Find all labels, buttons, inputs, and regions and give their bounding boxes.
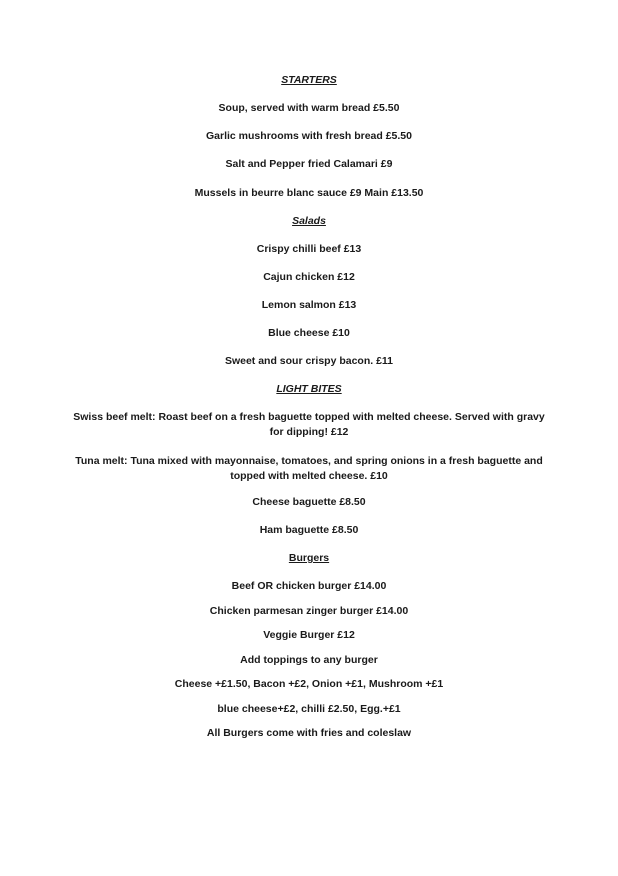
menu-item: Cheese baguette £8.50 <box>252 496 366 508</box>
menu-item: Blue cheese £10 <box>268 327 350 339</box>
menu-item: Lemon salmon £13 <box>261 299 357 311</box>
menu-item: Crispy chilli beef £13 <box>256 243 362 255</box>
menu-item: Swiss beef melt: Roast beef on a fresh baguette topped with melted cheese. Served with gravy for dipping! £12 <box>73 411 545 438</box>
menu-item: blue cheese+£2, chilli £2.50, Egg.+£1 <box>217 703 401 715</box>
menu-item: Cheese +£1.50, Bacon +£2, Onion +£1, Mushroom +£1 <box>174 678 444 690</box>
menu-item: Cajun chicken £12 <box>263 271 355 283</box>
menu-item: All Burgers come with fries and coleslaw <box>206 727 412 739</box>
menu-item: Soup, served with warm bread £5.50 <box>218 102 400 114</box>
section-heading-starters: STARTERS <box>281 74 337 86</box>
menu-item: Mussels in beurre blanc sauce £9 Main £13.50 <box>194 187 424 199</box>
menu-item: Tuna melt: Tuna mixed with mayonnaise, tomatoes, and spring onions in a fresh baguette and topped with melted cheese. £10 <box>75 455 543 482</box>
menu-item: Chicken parmesan zinger burger £14.00 <box>209 605 409 617</box>
menu-item: Ham baguette £8.50 <box>259 524 359 536</box>
menu-item: Sweet and sour crispy bacon. £11 <box>224 355 394 367</box>
section-heading-salads: Salads <box>292 215 326 227</box>
menu-item: Add toppings to any burger <box>240 654 378 666</box>
section-heading-light-bites: LIGHT BITES <box>276 383 342 395</box>
menu-item: Garlic mushrooms with fresh bread £5.50 <box>206 130 412 142</box>
menu-item: Beef OR chicken burger £14.00 <box>231 580 387 592</box>
menu-item: Salt and Pepper fried Calamari £9 <box>225 158 393 170</box>
menu-item: Veggie Burger £12 <box>263 629 355 641</box>
section-heading-burgers: Burgers <box>288 552 330 564</box>
